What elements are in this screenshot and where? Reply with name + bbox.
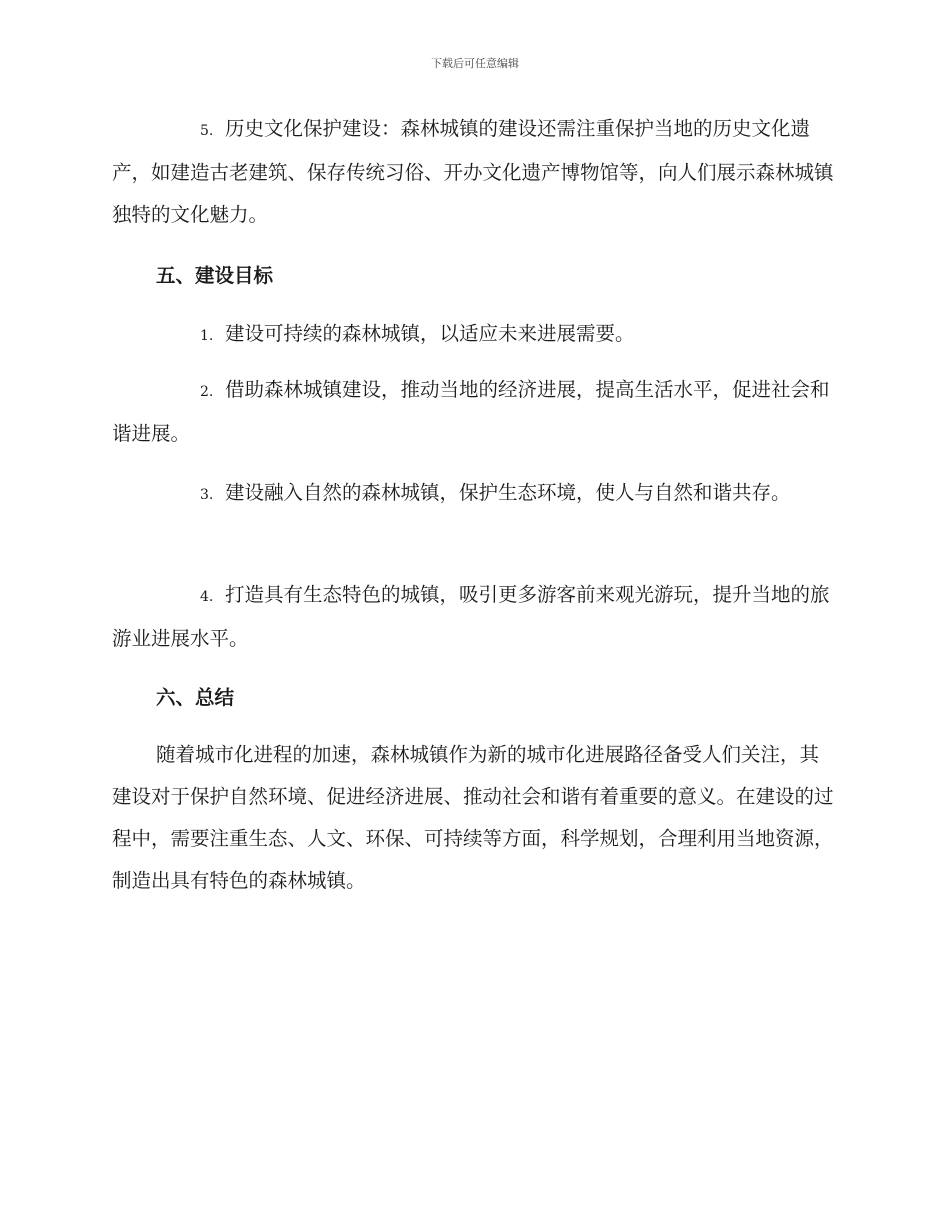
list-item-text: 建设可持续的森林城镇，以适应未来进展需要。	[225, 322, 635, 345]
list-item-text: 打造具有生态特色的城镇，吸引更多游客前来观光游玩，提升当地的旅游业进展水平。	[112, 583, 830, 650]
page-header-note: 下载后可任意编辑	[431, 57, 519, 70]
list-number: 4.	[200, 589, 214, 605]
list-item-text: 历史文化保护建设：森林城镇的建设还需注重保护当地的历史文化遗产，如建造古老建筑、保存传统习俗、开办文化遗产博物馆等，向人们展示森林城镇独特的文化魅力。	[112, 117, 834, 226]
goal-item-2	[112, 369, 836, 455]
goal-item-4	[112, 574, 836, 660]
goal-item-1	[112, 313, 836, 357]
list-item-5	[112, 108, 836, 236]
section-heading-goals: 五、建设目标	[156, 264, 274, 287]
list-number: 3.	[200, 487, 214, 503]
list-item-text: 借助森林城镇建设，推动当地的经济进展，提高生活水平，促进社会和谐进展。	[112, 378, 830, 445]
summary-paragraph: 随着城市化进程的加速，森林城镇作为新的城市化进展路径备受人们关注，其建设对于保护自然环境、促进经济进展、推动社会和谐有着重要的意义。在建设的过程中，需要注重生态、人文、环保、可持续等方面，科学规划，合理利用当地资源，制造出具有特色的森林城镇。	[112, 743, 834, 892]
list-number: 5.	[200, 123, 214, 139]
section-heading-summary: 六、总结	[156, 686, 235, 709]
list-number: 2.	[200, 384, 214, 400]
goal-item-3	[112, 472, 836, 516]
list-item-text: 建设融入自然的森林城镇，保护生态环境，使人与自然和谐共存。	[225, 481, 791, 504]
list-number: 1.	[200, 328, 214, 344]
